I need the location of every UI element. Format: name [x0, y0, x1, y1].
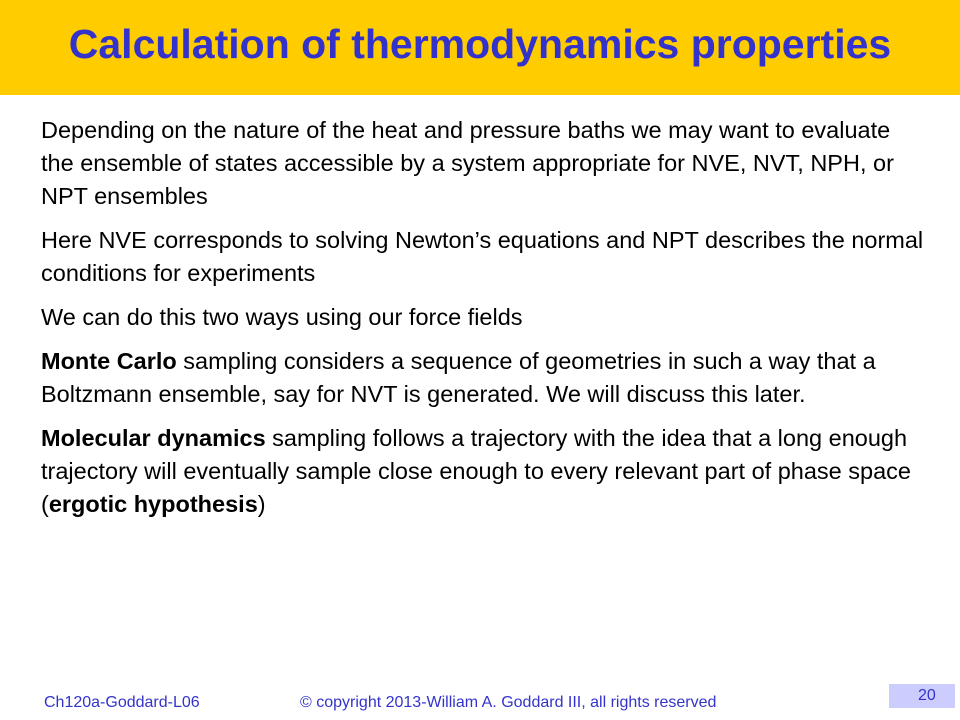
- paragraph-text: sampling follows a trajectory with the idea that a long enough trajectory will eventually sample close enough to every relevant part of phase space (: [41, 425, 911, 517]
- paragraph-text: Depending on the nature of the heat and pressure baths we may want to evaluate the ensemble of states accessible by a system appropriate for NVE, NVT, NPH, or NPT ensembles: [41, 117, 894, 209]
- term-monte-carlo: Monte Carlo: [41, 348, 177, 374]
- paragraph-monte-carlo: [41, 345, 926, 411]
- paragraph-text: ): [257, 491, 266, 517]
- paragraph-text: We can do this two ways using our force fields: [41, 304, 523, 330]
- footer-copyright: © copyright 2013-William A. Goddard III, all rights reserved: [300, 694, 717, 711]
- footer-course: Ch120a-Goddard-L06: [44, 694, 200, 711]
- paragraph-two-ways: [41, 301, 926, 334]
- term-molecular-dynamics: Molecular dynamics: [41, 425, 266, 451]
- paragraph-nve-npt: [41, 224, 926, 290]
- slide-body: [41, 114, 926, 532]
- slide-title: Calculation of thermodynamics properties: [68, 21, 892, 67]
- page-number: 20: [918, 687, 936, 704]
- paragraph-ensembles: [41, 114, 926, 213]
- paragraph-text: Here NVE corresponds to solving Newton’s equations and NPT describes the normal conditions for experiments: [41, 227, 924, 286]
- term-ergotic-hypothesis: ergotic hypothesis: [48, 491, 258, 517]
- paragraph-molecular-dynamics: [41, 422, 926, 521]
- paragraph-text: sampling considers a sequence of geometries in such a way that a Boltzmann ensemble, say for NVT is generated. We will discuss this later.: [41, 348, 876, 407]
